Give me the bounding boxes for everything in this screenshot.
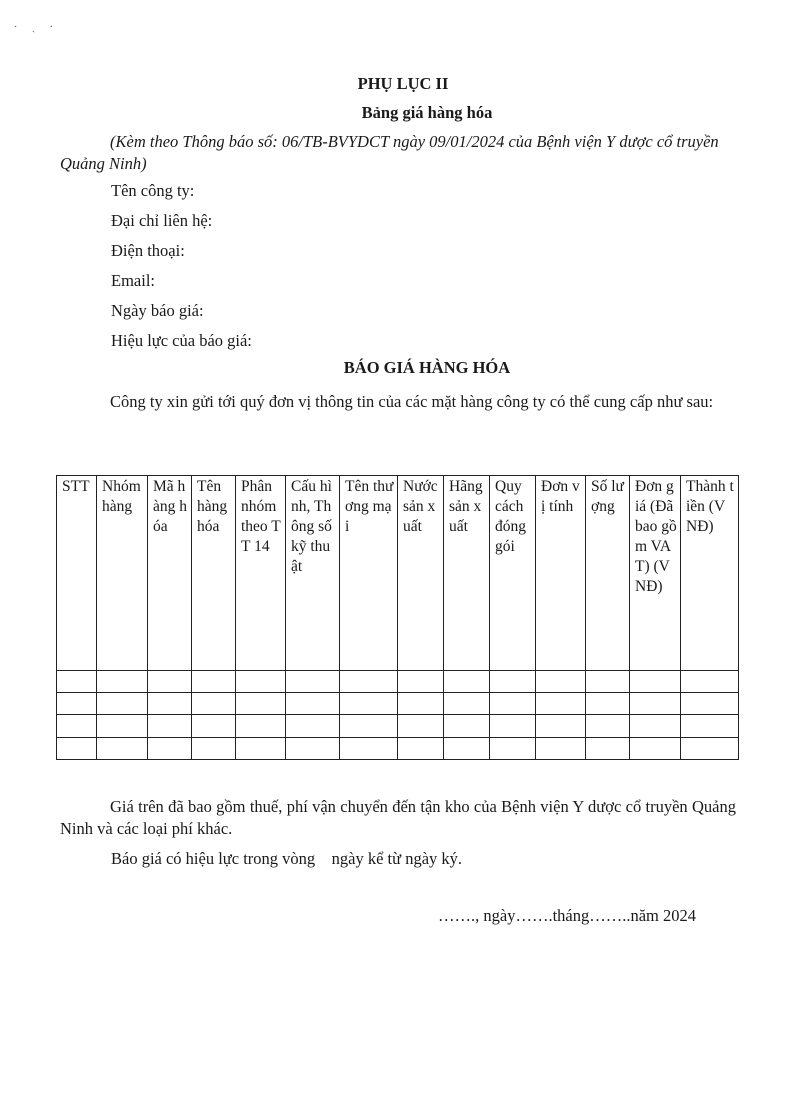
table-cell [192,693,236,715]
table-cell [681,670,739,692]
table-cell [236,670,286,692]
header-cell: Mã hàng hóa [148,476,192,671]
table-cell [630,670,681,692]
table-cell [444,715,490,737]
table-cell [444,670,490,692]
header-cell: Đơn vị tính [536,476,586,671]
table-cell [286,715,340,737]
table-cell [398,693,444,715]
table-cell [490,737,536,759]
table-cell [630,715,681,737]
table-cell [97,670,148,692]
table-cell [490,715,536,737]
table-cell [97,737,148,759]
table-cell [586,693,630,715]
table-cell [286,693,340,715]
table-cell [148,737,192,759]
table-row [57,715,739,737]
header-cell: Quy cách đóng gói [490,476,536,671]
table-header-row [57,476,739,671]
field-contact-address: Đại chỉ liên hệ: [111,211,213,230]
validity-note: Báo giá có hiệu lực trong vòng ngày kể từ ngày ký. [111,849,463,868]
price-note: Giá trên đã bao gồm thuế, phí vận chuyển đến tận kho của Bệnh viện Y dược cổ truyền Quảng Ninh và các loại phí khác. [60,797,736,838]
table-cell [57,715,97,737]
header-cell: Thành tiền (VNĐ) [681,476,739,671]
field-phone: Điện thoại: [111,241,185,260]
header-cell: Số lượng [586,476,630,671]
table-cell [536,715,586,737]
document-subtitle: Bảng giá hàng hóa [361,103,493,122]
table-cell [148,715,192,737]
intro-paragraph: Công ty xin gửi tới quý đơn vị thông tin của các mặt hàng công ty có thể cung cấp như sau: [110,392,714,411]
header-cell: Hãng sản xuất [444,476,490,671]
scan-specks: · ˎ · [14,22,59,33]
table-cell [586,670,630,692]
field-email: Email: [111,271,155,290]
table-cell [536,693,586,715]
table-cell [57,670,97,692]
header-cell: STT [57,476,97,671]
table-cell [444,737,490,759]
table-cell [586,715,630,737]
table-cell [286,737,340,759]
table-row [57,737,739,759]
table-cell [536,737,586,759]
header-cell: Tên thương mại [340,476,398,671]
table-cell [340,670,398,692]
appendix-title: PHỤ LỤC II [357,74,449,93]
table-cell [586,737,630,759]
table-cell [398,670,444,692]
table-cell [97,715,148,737]
pricing-table [56,475,739,760]
header-cell: Phân nhóm theo TT 14 [236,476,286,671]
table-cell [192,737,236,759]
table-cell [398,715,444,737]
field-quote-validity: Hiệu lực của báo giá: [111,331,252,350]
table-row [57,670,739,692]
table-cell [398,737,444,759]
header-cell: Cấu hình, Thông số kỹ thuật [286,476,340,671]
table-cell [97,693,148,715]
table-cell [681,693,739,715]
table-cell [630,737,681,759]
header-cell: Nhóm hàng [97,476,148,671]
table-row [57,693,739,715]
table-cell [490,670,536,692]
table-cell [490,693,536,715]
table-cell [57,737,97,759]
header-cell: Tên hàng hóa [192,476,236,671]
table-cell [236,737,286,759]
table-cell [192,670,236,692]
table-cell [340,715,398,737]
table-cell [630,693,681,715]
header-cell: Nước sản xuất [398,476,444,671]
table-cell [340,693,398,715]
table-cell [536,670,586,692]
header-cell: Đơn giá (Đã bao gồm VAT) (VNĐ) [630,476,681,671]
table-cell [57,693,97,715]
table-cell [681,715,739,737]
table-cell [236,715,286,737]
section-title: BÁO GIÁ HÀNG HÓA [343,358,511,377]
table-cell [681,737,739,759]
date-line: ……., ngày…….tháng……..năm 2024 [438,906,697,925]
field-quote-date: Ngày báo giá: [111,301,204,320]
table-cell [148,670,192,692]
table-cell [148,693,192,715]
attachment-note: (Kèm theo Thông báo số: 06/TB-BVYDCT ngày 09/01/2024 của Bệnh viện Y dược cổ truyền Quảng Ninh) [60,132,719,173]
table-cell [340,737,398,759]
table-cell [286,670,340,692]
table-cell [236,693,286,715]
table-cell [192,715,236,737]
table-cell [444,693,490,715]
field-company-name: Tên công ty: [111,181,195,200]
